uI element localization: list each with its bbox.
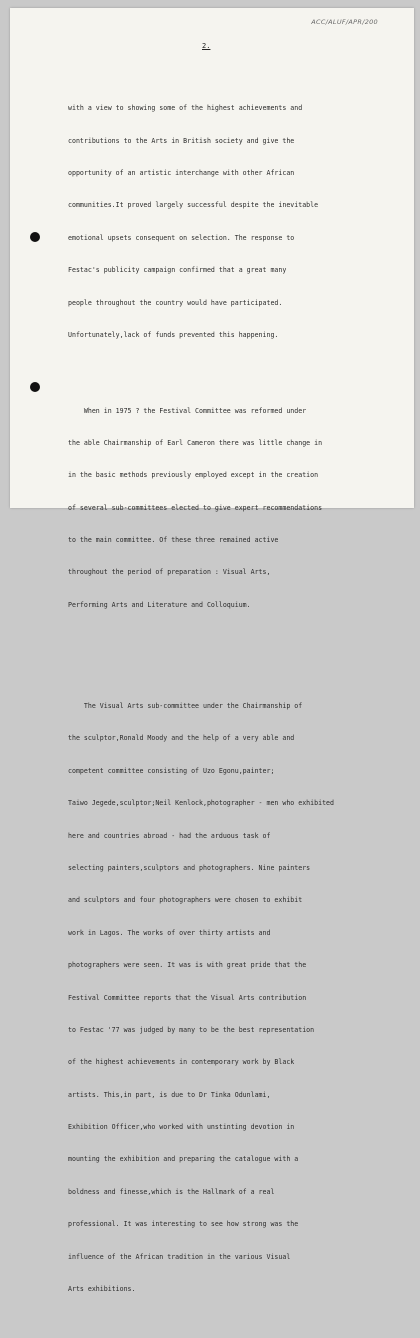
text-line: Festac's publicity campaign confirmed that a great many	[68, 266, 287, 275]
punch-hole-bottom	[30, 382, 40, 392]
text-line: Performing Arts and Literature and Colloquium.	[68, 600, 251, 609]
text-line: the able Chairmanship of Earl Cameron there was little change in	[68, 438, 323, 447]
text-line: contributions to the Arts in British society and give the	[68, 136, 295, 145]
text-line: The Visual Arts sub-committee under the Chairmanship of	[68, 702, 303, 711]
text-line: throughout the period of preparation : Visual Arts,	[68, 568, 271, 577]
text-line: of the highest achievements in contemporary work by Black	[68, 1058, 295, 1067]
paragraph-3	[68, 679, 406, 1316]
typed-body-text	[68, 60, 406, 1338]
text-line: to the main committee. Of these three remained active	[68, 536, 279, 545]
text-line: Festival Committee reports that the Visual Arts contribution	[68, 993, 307, 1002]
text-line: Taiwo Jegede,sculptor;Neil Kenlock,photographer - men who exhibited	[68, 799, 334, 808]
text-line: competent committee consisting of Uzo Egonu,painter;	[68, 766, 275, 775]
text-line: communities.It proved largely successful despite the inevitable	[68, 201, 319, 210]
archive-reference-mark: ACC/ALUF/APR/200	[311, 18, 378, 26]
paragraph-1	[68, 82, 406, 363]
text-line: with a view to showing some of the highest achievements and	[68, 104, 303, 113]
text-line: Arts exhibitions.	[68, 1285, 136, 1294]
text-line: emotional upsets consequent on selection. The response to	[68, 233, 295, 242]
paragraph-gap	[68, 654, 406, 658]
text-line: Exhibition Officer,who worked with unstinting devotion in	[68, 1123, 295, 1132]
text-line: here and countries abroad - had the arduous task of	[68, 831, 271, 840]
text-line: the sculptor,Ronald Moody and the help of a very able and	[68, 734, 295, 743]
text-line: boldness and finesse,which is the Hallmark of a real	[68, 1187, 275, 1196]
text-line: opportunity of an artistic interchange with other African	[68, 168, 295, 177]
text-line: Unfortunately,lack of funds prevented this happening.	[68, 330, 279, 339]
document-page	[10, 8, 414, 1294]
text-line: artists. This,in part, is due to Dr Tinka Odunlami,	[68, 1090, 271, 1099]
punch-hole-top	[30, 232, 40, 242]
text-line: selecting painters,sculptors and photographers. Nine painters	[68, 863, 311, 872]
text-line: and sculptors and four photographers were chosen to exhibit	[68, 896, 303, 905]
text-line: people throughout the country would have participated.	[68, 298, 283, 307]
text-line: influence of the African tradition in the various Visual	[68, 1252, 291, 1261]
text-line: mounting the exhibition and preparing the catalogue with a	[68, 1155, 299, 1164]
text-line: work in Lagos. The works of over thirty artists and	[68, 928, 271, 937]
page-number: 2.	[202, 42, 211, 50]
paragraph-2	[68, 384, 406, 632]
text-line: professional. It was interesting to see how strong was the	[68, 1220, 299, 1229]
text-line: When in 1975 ? the Festival Committee was reformed under	[68, 406, 307, 415]
text-line: photographers were seen. It was is with great pride that the	[68, 961, 307, 970]
text-line: in the basic methods previously employed except in the creation	[68, 471, 319, 480]
text-line: to Festac '77 was judged by many to be the best representation	[68, 1025, 315, 1034]
text-line: of several sub-committees elected to give expert recommendations	[68, 503, 323, 512]
